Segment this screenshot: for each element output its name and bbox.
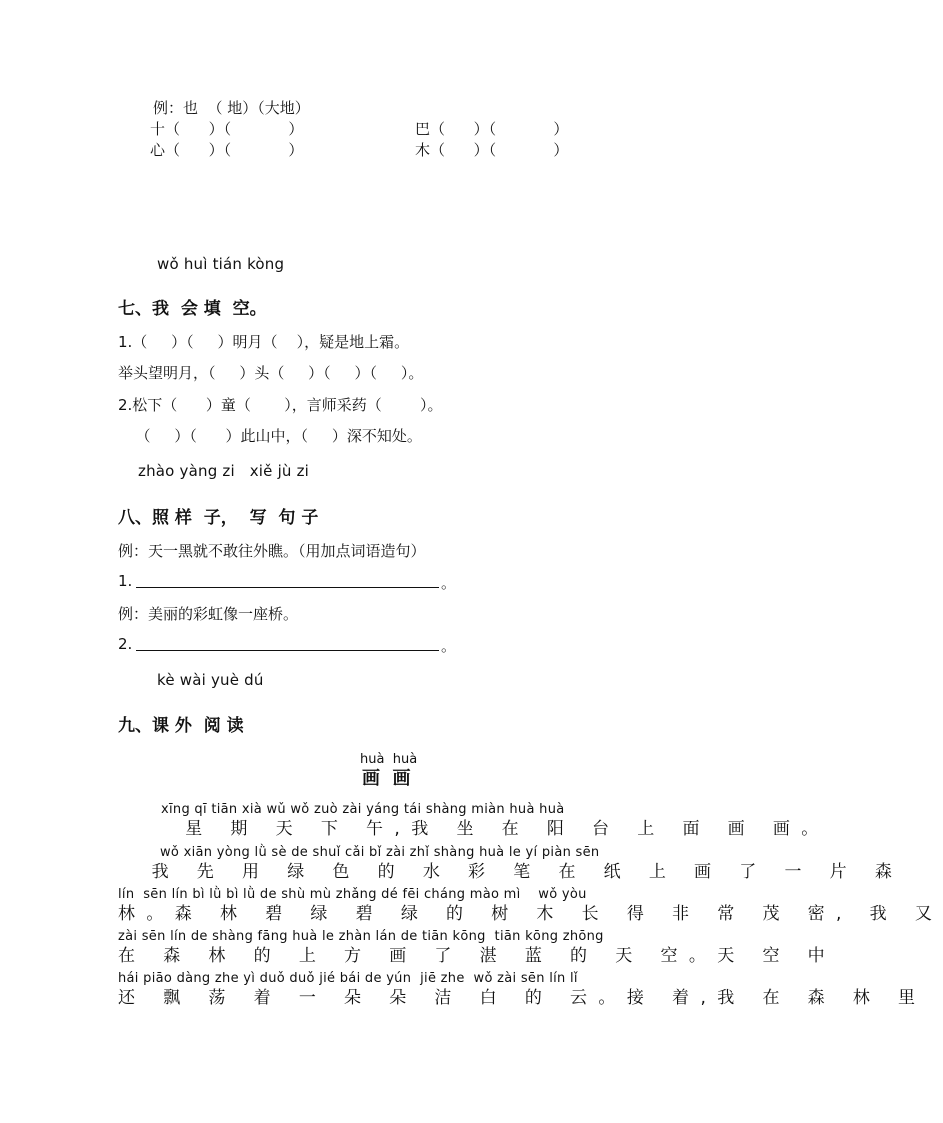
- poem-question-1b: 举头望明月，（ ）头（ ）（ ）（ ）。: [118, 364, 424, 382]
- poem-question-1a: 1.（ ）（ ）明月（ ），疑是地上霜。: [118, 333, 410, 351]
- section-8-pinyin: zhào yàng zi xiě jù zi: [138, 462, 310, 480]
- fill-row-1-left: 十（ ）（ ）: [150, 120, 304, 138]
- story-line-3-text: 林。森 林 碧 绿 碧 绿 的 树 木 长 得 非 常 茂 密, 我 又: [118, 904, 943, 924]
- section-8-title: 八、照 样 子， 写 句 子: [118, 508, 319, 528]
- story-line-4-pinyin: zài sēn lín de shàng fāng huà le zhàn lán de tiān kōng tiān kōng zhōng: [118, 929, 604, 944]
- example-sentence-2: 例：美丽的彩虹像一座桥。: [118, 605, 299, 623]
- story-line-5-text: 还 飘 荡 着 一 朵 朵 洁 白 的 云。接 着,我 在 森 林 里: [118, 988, 927, 1008]
- answer-line-2[interactable]: [136, 650, 439, 651]
- section-7-pinyin: wǒ huì tián kòng: [157, 255, 285, 273]
- story-title: 画 画: [362, 768, 411, 789]
- answer-1-number: 1.: [118, 572, 133, 590]
- poem-question-2b: （ ）（ ）此山中，（ ）深不知处。: [126, 427, 422, 445]
- answer-2-end: 。: [441, 637, 457, 655]
- story-line-2-pinyin: wǒ xiān yòng lǜ sè de shuǐ cǎi bǐ zài zhǐ shàng huà le yí piàn sēn: [160, 845, 600, 860]
- story-title-pinyin: huà huà: [360, 752, 418, 767]
- section-7-title: 七、我 会 填 空。: [118, 299, 267, 319]
- section-9-pinyin: kè wài yuè dú: [157, 671, 264, 689]
- fill-row-2-right: 木（ ）（ ）: [415, 141, 569, 159]
- fill-row-2-left: 心（ ）（ ）: [150, 141, 304, 159]
- answer-2-number: 2.: [118, 635, 133, 653]
- example-sentence-1: 例：天一黑就不敢往外瞧。（用加点词语造句）: [118, 542, 426, 560]
- story-line-1-text: 星 期 天 下 午,我 坐 在 阳 台 上 面 画 画。: [118, 819, 830, 839]
- section-9-title: 九、课 外 阅 读: [118, 716, 244, 736]
- story-line-4-text: 在 森 林 的 上 方 画 了 湛 蓝 的 天 空。天 空 中: [118, 946, 837, 966]
- story-line-1-pinyin: xīng qī tiān xià wǔ wǒ zuò zài yáng tái shàng miàn huà huà: [161, 802, 565, 817]
- story-line-5-pinyin: hái piāo dàng zhe yì duǒ duǒ jié bái de yún jiē zhe wǒ zài sēn lín lǐ: [118, 971, 578, 986]
- poem-question-2a: 2.松下（ ）童（ ），言师采药（ ）。: [118, 396, 443, 414]
- answer-line-1[interactable]: [136, 587, 439, 588]
- story-line-2-text: 我 先 用 绿 色 的 水 彩 笔 在 纸 上 画 了 一 片 森: [118, 862, 904, 882]
- answer-1-end: 。: [441, 574, 457, 592]
- fill-row-1-right: 巴（ ）（ ）: [415, 120, 569, 138]
- story-line-3-pinyin: lín sēn lín bì lǜ bì lǜ de shù mù zhǎng dé fēi cháng mào mì wǒ yòu: [118, 887, 587, 902]
- example-line: 例：也 （ 地）（大地）: [153, 99, 310, 117]
